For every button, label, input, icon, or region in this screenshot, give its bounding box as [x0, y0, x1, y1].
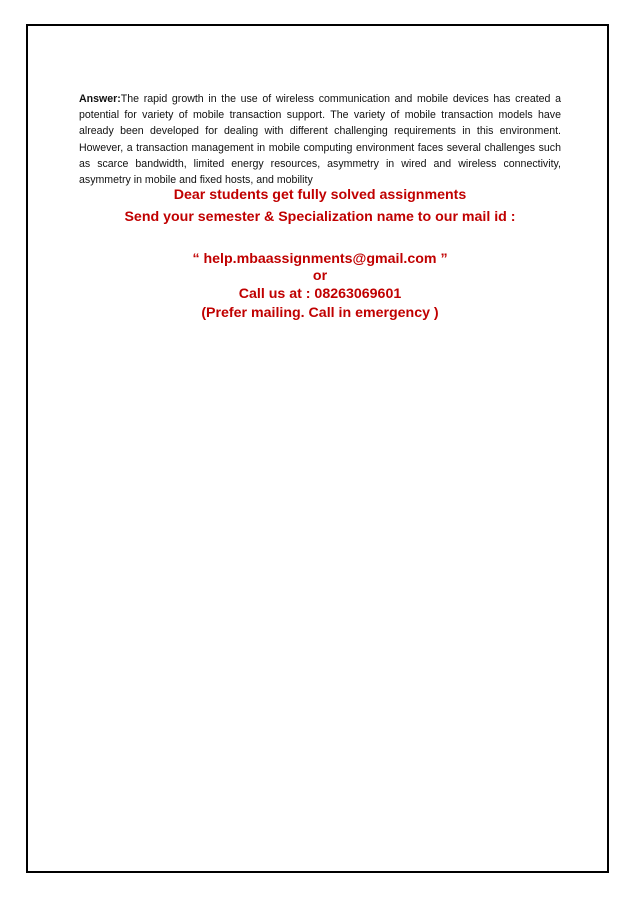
- answer-label: Answer:: [79, 93, 121, 105]
- contact-email: “ help.mbaassignments@gmail.com ”: [192, 251, 448, 267]
- answer-text: The rapid growth in the use of wireless communication and mobile devices has created a potential for variety of mobile transaction support. The variety of mobile transaction models have already been developed for dealing with different challenging requirements in this environment. However, a transaction management in mobile computing environment faces several challenges such as scarce bandwidth, limited energy resources, asymmetry in wired and wireless connectivity, asymmetry in mobile and fixed hosts, and mobility: [79, 93, 561, 187]
- promo-heading-line2: Send your semester & Specialization name to our mail id :: [124, 209, 516, 225]
- contact-phone: Call us at : 08263069601: [238, 286, 402, 302]
- promo-or: or: [312, 268, 328, 284]
- contact-note: (Prefer mailing. Call in emergency ): [201, 305, 439, 321]
- promo-heading-line1: Dear students get fully solved assignments: [173, 187, 467, 203]
- answer-paragraph: [79, 91, 561, 188]
